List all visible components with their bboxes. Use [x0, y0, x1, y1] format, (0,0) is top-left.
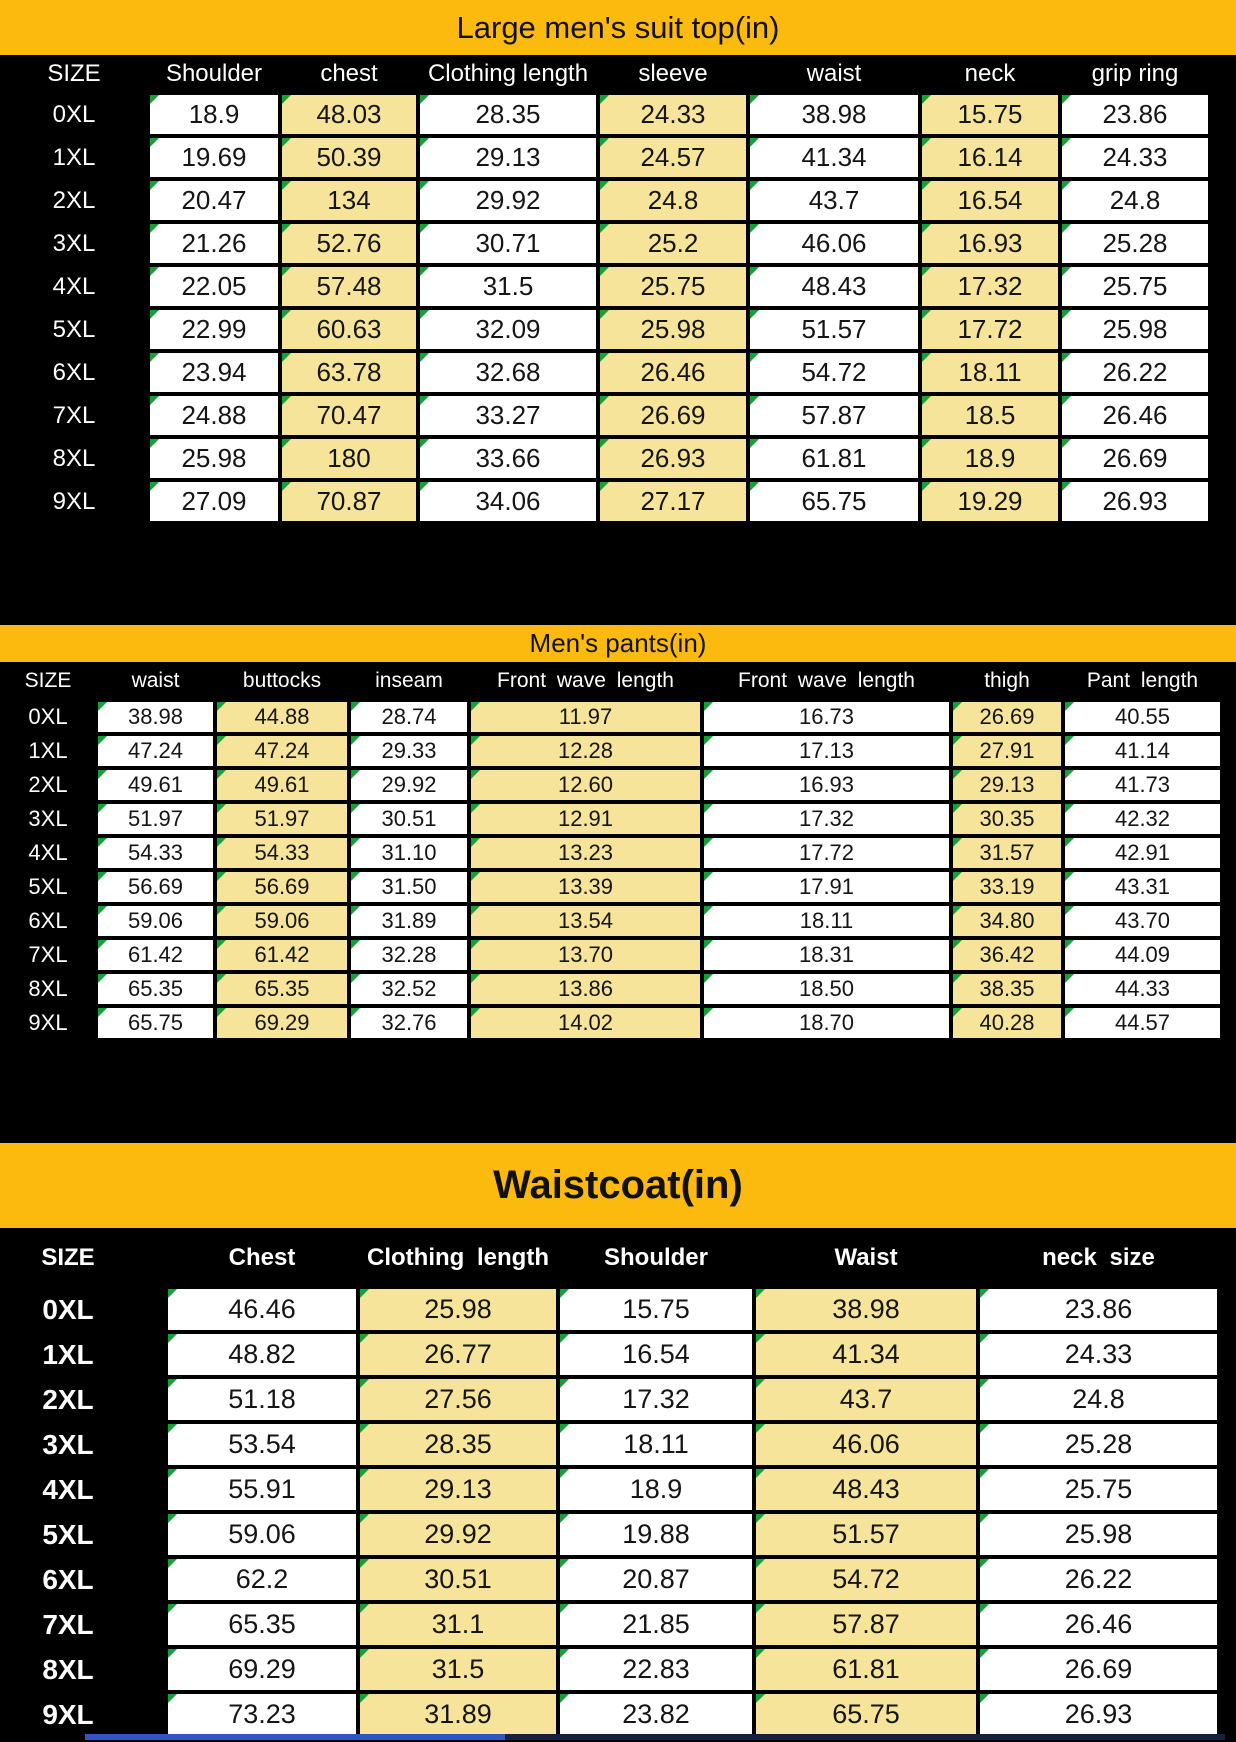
table-cell: 13.70	[469, 938, 702, 972]
table-cell: 61.81	[748, 437, 920, 480]
table-cell: 60.63	[280, 308, 418, 351]
table-cell: 25.75	[598, 265, 748, 308]
row-size-label: 1XL	[42, 1338, 94, 1370]
table-cell: 65.75	[748, 480, 920, 523]
column-header: neck size	[1042, 1243, 1155, 1271]
table-cell: 31.5	[418, 265, 598, 308]
table-cell: 38.98	[96, 700, 215, 734]
table-cell: 31.57	[951, 836, 1063, 870]
table-cell: 40.28	[951, 1006, 1063, 1040]
table-cell: 31.10	[349, 836, 469, 870]
table-cell: 25.98	[978, 1512, 1219, 1557]
table-cell: 26.77	[358, 1332, 558, 1377]
table-cell: 18.70	[702, 1006, 951, 1040]
table-cell: 46.06	[748, 222, 920, 265]
column-header: waist	[806, 60, 862, 87]
table-cell: 65.35	[96, 972, 215, 1006]
table-cell: 180	[280, 437, 418, 480]
table-cell: 29.92	[349, 768, 469, 802]
table-cell: 23.94	[148, 351, 280, 394]
table-cell: 18.11	[920, 351, 1060, 394]
table-cell: 18.9	[558, 1467, 754, 1512]
table-cell: 56.69	[215, 870, 349, 904]
table-cell: 26.69	[1060, 437, 1210, 480]
table-cell: 16.54	[920, 179, 1060, 222]
table-cell: 38.98	[754, 1287, 978, 1332]
suit-top-table	[0, 55, 1210, 523]
column-header: Pant length	[1086, 669, 1199, 692]
table-cell: 24.33	[978, 1332, 1219, 1377]
size-column-header: SIZE	[24, 669, 72, 692]
table-cell: 134	[280, 179, 418, 222]
table-cell: 47.24	[215, 734, 349, 768]
row-size-label: 7XL	[52, 401, 96, 429]
table-cell: 29.92	[358, 1512, 558, 1557]
table-cell: 17.13	[702, 734, 951, 768]
table-cell: 33.66	[418, 437, 598, 480]
table-cell: 48.43	[748, 265, 920, 308]
table-cell: 30.51	[358, 1557, 558, 1602]
table-cell: 54.33	[215, 836, 349, 870]
table-cell: 21.26	[148, 222, 280, 265]
column-gap	[108, 1602, 166, 1647]
column-header: Chest	[228, 1243, 296, 1271]
table-cell: 17.72	[920, 308, 1060, 351]
table-cell: 31.1	[358, 1602, 558, 1647]
table-cell: 29.33	[349, 734, 469, 768]
table-cell: 46.46	[166, 1287, 358, 1332]
table-cell: 44.57	[1063, 1006, 1222, 1040]
table-cell: 49.61	[96, 768, 215, 802]
table-cell: 63.78	[280, 351, 418, 394]
table-cell: 26.93	[598, 437, 748, 480]
table-cell: 29.13	[358, 1467, 558, 1512]
table-cell: 25.98	[1060, 308, 1210, 351]
column-header: inseam	[375, 669, 443, 692]
table-cell: 25.98	[598, 308, 748, 351]
column-gap	[108, 1377, 166, 1422]
table-cell: 61.81	[754, 1647, 978, 1692]
table-cell: 44.88	[215, 700, 349, 734]
row-size-label: 0XL	[28, 704, 68, 729]
table-cell: 26.69	[951, 700, 1063, 734]
table-cell: 22.05	[148, 265, 280, 308]
table-cell: 17.32	[920, 265, 1060, 308]
table-cell: 13.54	[469, 904, 702, 938]
table-cell: 32.09	[418, 308, 598, 351]
waistcoat-table	[28, 1228, 1219, 1737]
row-size-label: 0XL	[42, 1293, 94, 1325]
column-header: Clothing length	[367, 1243, 549, 1271]
table-cell: 12.28	[469, 734, 702, 768]
table-cell: 25.98	[358, 1287, 558, 1332]
table-cell: 26.69	[978, 1647, 1219, 1692]
row-size-label: 2XL	[28, 772, 68, 797]
table-cell: 36.42	[951, 938, 1063, 972]
table-cell: 24.33	[598, 93, 748, 136]
table-cell: 33.27	[418, 394, 598, 437]
table-cell: 32.28	[349, 938, 469, 972]
column-header: sleeve	[638, 60, 708, 87]
row-size-label: 2XL	[52, 186, 96, 214]
column-header: Front wave length	[497, 669, 674, 692]
column-gap	[108, 1287, 166, 1332]
table-cell: 62.2	[166, 1557, 358, 1602]
table-cell: 54.72	[754, 1557, 978, 1602]
table-cell: 70.47	[280, 394, 418, 437]
table-cell: 38.35	[951, 972, 1063, 1006]
table-cell: 13.23	[469, 836, 702, 870]
table-cell: 27.56	[358, 1377, 558, 1422]
table-cell: 29.13	[951, 768, 1063, 802]
table-cell: 57.48	[280, 265, 418, 308]
table-cell: 13.86	[469, 972, 702, 1006]
table-cell: 28.35	[358, 1422, 558, 1467]
row-size-label: 4XL	[52, 272, 96, 300]
row-size-label: 5XL	[28, 874, 68, 899]
row-size-label: 1XL	[28, 738, 68, 763]
table-cell: 49.61	[215, 768, 349, 802]
pants-table	[0, 662, 1222, 1040]
table-cell: 47.24	[96, 734, 215, 768]
row-size-label: 8XL	[42, 1653, 94, 1685]
column-header: grip ring	[1091, 60, 1179, 87]
table-cell: 23.86	[1060, 93, 1210, 136]
table-cell: 41.34	[748, 136, 920, 179]
table-cell: 15.75	[920, 93, 1060, 136]
table-cell: 23.86	[978, 1287, 1219, 1332]
row-size-label: 9XL	[52, 487, 96, 515]
table-cell: 50.39	[280, 136, 418, 179]
table-cell: 22.83	[558, 1647, 754, 1692]
table-cell: 26.22	[978, 1557, 1219, 1602]
table-cell: 16.93	[920, 222, 1060, 265]
table-cell: 51.18	[166, 1377, 358, 1422]
table-cell: 41.73	[1063, 768, 1222, 802]
table-cell: 24.8	[598, 179, 748, 222]
column-header: Shoulder	[165, 60, 263, 87]
table-cell: 54.72	[748, 351, 920, 394]
row-size-label: 3XL	[52, 229, 96, 257]
table-cell: 19.29	[920, 480, 1060, 523]
table-cell: 24.88	[148, 394, 280, 437]
table-cell: 19.69	[148, 136, 280, 179]
column-header: waist	[131, 669, 180, 692]
table-cell: 48.03	[280, 93, 418, 136]
table-cell: 30.51	[349, 802, 469, 836]
column-gap	[108, 1332, 166, 1377]
table-cell: 56.69	[96, 870, 215, 904]
column-header: Waist	[834, 1243, 898, 1271]
table-cell: 31.89	[358, 1692, 558, 1737]
row-size-label: 4XL	[42, 1473, 94, 1505]
row-size-label: 4XL	[28, 840, 68, 865]
table-cell: 12.91	[469, 802, 702, 836]
size-column-header: SIZE	[41, 1243, 95, 1271]
column-gap	[108, 1557, 166, 1602]
table-cell: 16.14	[920, 136, 1060, 179]
row-size-label: 6XL	[52, 358, 96, 386]
table-cell: 51.97	[215, 802, 349, 836]
table-cell: 27.09	[148, 480, 280, 523]
column-header: thigh	[984, 669, 1030, 692]
table-cell: 54.33	[96, 836, 215, 870]
table-cell: 29.13	[418, 136, 598, 179]
table-cell: 16.54	[558, 1332, 754, 1377]
row-size-label: 5XL	[42, 1518, 94, 1550]
row-size-label: 1XL	[52, 143, 96, 171]
table-cell: 26.93	[978, 1692, 1219, 1737]
column-header: Clothing length	[427, 60, 589, 87]
column-gap	[108, 1422, 166, 1467]
table-cell: 18.9	[920, 437, 1060, 480]
table-cell: 69.29	[215, 1006, 349, 1040]
table-cell: 34.80	[951, 904, 1063, 938]
table-cell: 30.71	[418, 222, 598, 265]
table-cell: 51.57	[748, 308, 920, 351]
suit-top-table-title: Large men's suit top(in)	[0, 0, 1236, 55]
table-cell: 59.06	[96, 904, 215, 938]
row-size-label: 9XL	[28, 1010, 68, 1035]
table-cell: 43.7	[748, 179, 920, 222]
table-cell: 65.35	[215, 972, 349, 1006]
table-cell: 28.35	[418, 93, 598, 136]
table-cell: 59.06	[166, 1512, 358, 1557]
table-cell: 61.42	[215, 938, 349, 972]
column-gap	[108, 1228, 166, 1287]
size-column-header: SIZE	[47, 60, 101, 87]
row-size-label: 9XL	[42, 1698, 94, 1730]
column-header: chest	[320, 60, 378, 87]
table-cell: 44.09	[1063, 938, 1222, 972]
table-cell: 43.7	[754, 1377, 978, 1422]
table-cell: 18.11	[702, 904, 951, 938]
table-cell: 53.54	[166, 1422, 358, 1467]
row-size-label: 7XL	[42, 1608, 94, 1640]
table-cell: 20.47	[148, 179, 280, 222]
table-cell: 29.92	[418, 179, 598, 222]
table-cell: 61.42	[96, 938, 215, 972]
table-cell: 73.23	[166, 1692, 358, 1737]
column-gap	[108, 1467, 166, 1512]
table-cell: 41.34	[754, 1332, 978, 1377]
column-header: Front wave length	[738, 669, 915, 692]
table-cell: 32.68	[418, 351, 598, 394]
table-cell: 25.75	[978, 1467, 1219, 1512]
table-cell: 24.8	[1060, 179, 1210, 222]
table-cell: 57.87	[748, 394, 920, 437]
table-cell: 31.50	[349, 870, 469, 904]
table-cell: 31.89	[349, 904, 469, 938]
table-cell: 43.70	[1063, 904, 1222, 938]
table-cell: 13.39	[469, 870, 702, 904]
column-header: neck	[964, 60, 1016, 87]
table-cell: 26.93	[1060, 480, 1210, 523]
table-cell: 28.74	[349, 700, 469, 734]
table-cell: 32.76	[349, 1006, 469, 1040]
table-cell: 17.72	[702, 836, 951, 870]
table-cell: 26.46	[598, 351, 748, 394]
table-cell: 24.33	[1060, 136, 1210, 179]
table-cell: 18.5	[920, 394, 1060, 437]
table-cell: 20.87	[558, 1557, 754, 1602]
bottom-blue-strip	[85, 1734, 505, 1740]
table-cell: 15.75	[558, 1287, 754, 1332]
table-cell: 24.57	[598, 136, 748, 179]
table-cell: 43.31	[1063, 870, 1222, 904]
row-size-label: 8XL	[52, 444, 96, 472]
table-cell: 25.28	[978, 1422, 1219, 1467]
table-cell: 14.02	[469, 1006, 702, 1040]
table-cell: 27.91	[951, 734, 1063, 768]
table-cell: 18.9	[148, 93, 280, 136]
table-cell: 51.57	[754, 1512, 978, 1557]
table-cell: 65.35	[166, 1602, 358, 1647]
table-cell: 70.87	[280, 480, 418, 523]
row-size-label: 6XL	[28, 908, 68, 933]
table-cell: 48.82	[166, 1332, 358, 1377]
table-cell: 16.93	[702, 768, 951, 802]
table-cell: 27.17	[598, 480, 748, 523]
row-size-label: 3XL	[28, 806, 68, 831]
table-cell: 34.06	[418, 480, 598, 523]
table-cell: 57.87	[754, 1602, 978, 1647]
table-cell: 38.98	[748, 93, 920, 136]
table-cell: 44.33	[1063, 972, 1222, 1006]
table-cell: 23.82	[558, 1692, 754, 1737]
table-cell: 11.97	[469, 700, 702, 734]
row-size-label: 3XL	[42, 1428, 94, 1460]
table-cell: 33.19	[951, 870, 1063, 904]
table-cell: 21.85	[558, 1602, 754, 1647]
table-cell: 25.98	[148, 437, 280, 480]
table-cell: 18.31	[702, 938, 951, 972]
table-cell: 69.29	[166, 1647, 358, 1692]
table-cell: 12.60	[469, 768, 702, 802]
table-cell: 24.8	[978, 1377, 1219, 1422]
row-size-label: 7XL	[28, 942, 68, 967]
table-cell: 18.11	[558, 1422, 754, 1467]
table-cell: 19.88	[558, 1512, 754, 1557]
table-cell: 22.99	[148, 308, 280, 351]
table-cell: 42.32	[1063, 802, 1222, 836]
row-size-label: 0XL	[52, 100, 96, 128]
table-cell: 18.50	[702, 972, 951, 1006]
column-header: Shoulder	[603, 1243, 708, 1271]
row-size-label: 2XL	[42, 1383, 94, 1415]
table-cell: 31.5	[358, 1647, 558, 1692]
table-cell: 25.2	[598, 222, 748, 265]
table-cell: 17.32	[558, 1377, 754, 1422]
table-cell: 26.46	[1060, 394, 1210, 437]
table-cell: 30.35	[951, 802, 1063, 836]
row-size-label: 8XL	[28, 976, 68, 1001]
table-cell: 26.46	[978, 1602, 1219, 1647]
table-cell: 51.97	[96, 802, 215, 836]
table-cell: 26.22	[1060, 351, 1210, 394]
column-header: buttocks	[242, 669, 322, 692]
pants-table-title: Men's pants(in)	[0, 625, 1236, 662]
column-gap	[108, 1692, 166, 1737]
table-cell: 40.55	[1063, 700, 1222, 734]
table-cell: 16.73	[702, 700, 951, 734]
table-cell: 59.06	[215, 904, 349, 938]
waistcoat-table-title: Waistcoat(in)	[0, 1143, 1236, 1228]
row-size-label: 5XL	[52, 315, 96, 343]
table-cell: 52.76	[280, 222, 418, 265]
table-cell: 65.75	[754, 1692, 978, 1737]
bottom-dark-strip	[505, 1734, 1225, 1740]
table-cell: 65.75	[96, 1006, 215, 1040]
table-cell: 55.91	[166, 1467, 358, 1512]
table-cell: 41.14	[1063, 734, 1222, 768]
table-cell: 26.69	[598, 394, 748, 437]
table-cell: 17.91	[702, 870, 951, 904]
table-cell: 17.32	[702, 802, 951, 836]
table-cell: 25.28	[1060, 222, 1210, 265]
table-cell: 25.75	[1060, 265, 1210, 308]
table-cell: 46.06	[754, 1422, 978, 1467]
column-gap	[108, 1512, 166, 1557]
table-cell: 42.91	[1063, 836, 1222, 870]
column-gap	[108, 1647, 166, 1692]
row-size-label: 6XL	[42, 1563, 94, 1595]
table-cell: 48.43	[754, 1467, 978, 1512]
table-cell: 32.52	[349, 972, 469, 1006]
